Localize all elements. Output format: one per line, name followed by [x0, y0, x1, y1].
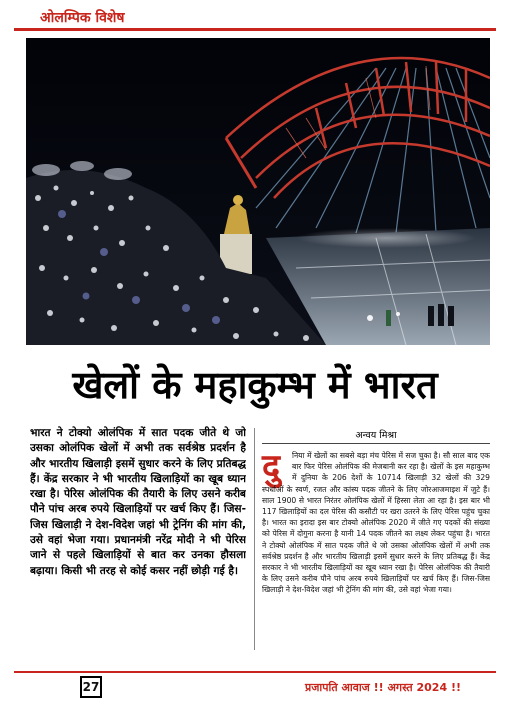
footer-rule	[14, 671, 496, 673]
section-label: ओलम्पिक विशेष	[40, 10, 125, 26]
header-rule	[14, 28, 496, 31]
article-photo	[26, 38, 490, 345]
drop-cap-spacer	[262, 447, 292, 487]
article-body	[262, 447, 490, 650]
page-header	[14, 6, 496, 32]
photo-illustration	[26, 38, 490, 345]
article-intro: भारत ने टोक्यो ओलंपिक में सात पदक जीते थे जो उसका ओलंपिक खेलों में अभी तक सर्वश्रेष्ठ प्रदर्शन है और भारतीय खिलाड़ी इसमें सुधार करने के लिए प्रतिबद्ध हैं। केंद्र सरकार ने भी भारतीय खिलाड़ियों का खूब ध्यान रखा है। पेरिस ओलंपिक की तैयारी के लिए उसने करीब पौने पांच अरब रुपये खिलाड़ियों पर खर्च किए हैं। जिस-जिस खिलाड़ी ने देश-विदेश जहां भी ट्रेनिंग की मांग की, उसे वहां भेजा गया। प्रधानमंत्री नरेंद्र मोदी ने भी पेरिस जाने से पहले खिलाड़ियों से बात कर उनका हौसला बढ़ाया। किसी भी तरह से कोई कसर नहीं छोड़ी गई है।	[30, 427, 246, 577]
publication-name: प्रजापति आवाज !! अगस्त 2024 !!	[305, 681, 461, 694]
article-body-text: निया में खेलों का सबसे बड़ा मंच पेरिस में सज चुका है। सौ साल बाद एक बार फिर पेरिस ओलंपिक की मेजबानी कर रहा है। खेलों के इस महाकुम्भ में दुनिया के 206 देशों के 10714 खिलाड़ी 32 खेलों की 329 स्पर्धाओं के स्वर्ण, रजत और कांस्य पदक जीतने के लिए जोरआजमाइश में जुटे हैं। साल 1900 से भारत निरंतर ओलंपिक खेलों में हिस्सा लेता आ रहा है। इस बार भी 117 खिलाड़ियों का दल पेरिस की कसौटी पर खरा उतरने के लिए पेरिस पहुंच चुका है। भारत का इरादा इस बार टोक्यो ओलंपिक 2020 में जीते गए पदकों की संख्या को पेरिस में दोगुना करना है यानी 14 पदक जीतने का लक्ष्य लेकर पहुंचा है। भारत ने टोक्यो ओलंपिक में सात पदक जीते थे जो उसका ओलंपिक खेलों में अभी तक सर्वश्रेष्ठ प्रदर्शन है और भारतीय खिलाड़ी इसमें सुधार करने के लिए प्रतिबद्ध हैं। केंद्र सरकार ने भी भारतीय खिलाड़ियों का खूब ध्यान रखा है। पेरिस ओलंपिक की तैयारी के लिए उसने करीब पौने पांच अरब रुपये खिलाड़ियों पर खर्च किए हैं। जिस-जिस खिलाड़ी ने देश-विदेश जहां भी ट्रेनिंग की मांग की, उसे वहां भेजा गया।	[262, 451, 490, 595]
page-number: 27	[80, 676, 102, 698]
article-headline: खेलों के महाकुम्भ में भारत	[72, 363, 438, 407]
column-divider	[254, 428, 255, 650]
drop-cap: दु	[262, 447, 281, 487]
article-byline: अन्वय मिश्रा	[355, 430, 397, 441]
byline-rule	[262, 443, 490, 444]
